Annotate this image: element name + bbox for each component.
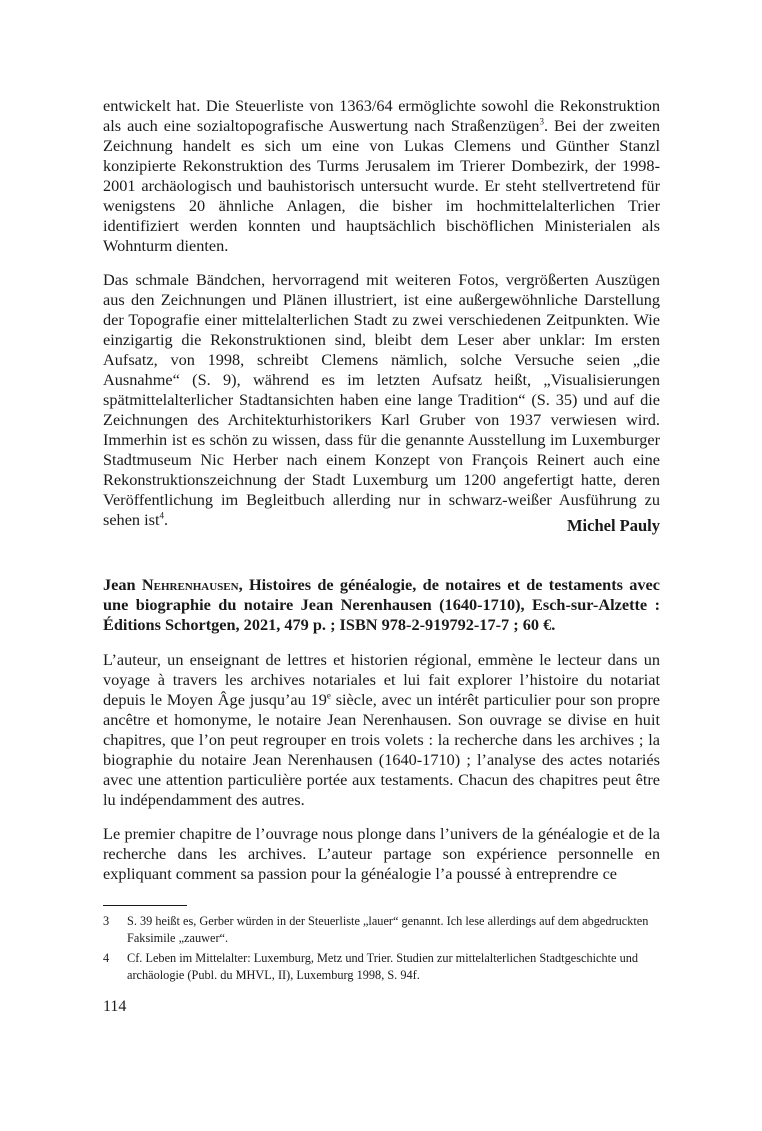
footnote-3 xyxy=(103,913,660,947)
author-last-name: Nehrenhausen xyxy=(141,575,239,594)
paragraph-auteur xyxy=(103,650,660,810)
paragraph-text: siècle, avec un intérêt particulier pour son propre ancêtre et homonyme, le notaire Jean Nerenhausen. Son ouvrage se divise en huit chapitres, que l’on peut regrouper en trois volets : la recherche dans les archives ; la biographie du notaire Jean Nerenhausen (1640-1710) ; l’analyse des actes notariés avec une attention particulière portée aux testaments. Chacun des chapitres peut être lu indépendamment des autres. xyxy=(103,690,660,809)
footnote-text: Cf. Leben im Mittelalter: Luxemburg, Metz und Trier. Studien zur mittelalterlichen Stadtgeschichte und archäologie (Publ. du MHVL, II), Luxemburg 1998, S. 94f. xyxy=(127,951,639,982)
paragraph-steuerliste xyxy=(103,96,660,256)
review-signature: Michel Pauly xyxy=(566,516,660,535)
footnote-divider xyxy=(103,905,187,906)
footnote-number: 3 xyxy=(103,914,110,928)
superscript: e xyxy=(326,690,331,701)
footnote-number: 4 xyxy=(103,951,110,965)
book-citation: , Histoires de généalogie, de notaires et de testaments avec une biographie du notaire Jean Nerenhausen (1640-1710), Esch-sur-Alzette : Éditions Schortgen, 2021, 479 p. ; ISBN 978-2-919792-17-7 ; 60 €. xyxy=(103,575,660,634)
paragraph-text: . Bei der zweiten Zeichnung handelt es sich um eine von Lukas Clemens und Günther Stanzl konzipierte Rekonstruktion des Turms Jerusalem im Trierer Dombezirk, der 1998-2001 archäologisch und bauhistorisch untersucht wurde. Er steht stellvertretend für wenigstens 20 ähnliche Anlagen, die bisher im hochmittelalterlichen Trier identifiziert werden konnten und hauptsächlich bischöflichen Ministerialen als Wohnturm dienten. xyxy=(103,116,660,255)
footnote-ref-3[interactable]: 3 xyxy=(539,116,544,127)
page-number: 114 xyxy=(103,998,127,1015)
paragraph-text: entwickelt hat. Die Steuerliste von 1363/64 ermöglichte sowohl die Rekonstruktion als auch eine sozialtopografische Auswertung nach Straßenzügen xyxy=(103,96,660,135)
footnote-ref-4[interactable]: 4 xyxy=(159,510,165,521)
paragraph-premier-chapitre: Le premier chapitre de l’ouvrage nous plonge dans l’univers de la généalogie et de la recherche dans les archives. L’auteur partage son expérience personnelle en expliquant comment sa passion pour la généalogie l’a poussé à entreprendre ce xyxy=(103,824,660,883)
footnote-text: S. 39 heißt es, Gerber würden in der Steuerliste „lauer“ genannt. Ich lese allerdings auf dem abgedruckten Faksimile „zauwer“. xyxy=(127,914,649,945)
paragraph-text: L’auteur, un enseignant de lettres et historien régional, emmène le lecteur dans un voyage à travers les archives notariales et lui fait explorer l’histoire du notariat depuis le Moyen Âge jusqu’au 19 xyxy=(103,650,660,709)
footnote-4 xyxy=(103,950,660,984)
review-heading xyxy=(103,575,660,635)
footnotes xyxy=(103,913,660,987)
paragraph-baendchen xyxy=(103,270,660,530)
paragraph-text: . xyxy=(164,510,169,529)
author-first-name: Jean xyxy=(103,575,142,594)
paragraph-text: Das schmale Bändchen, hervorragend mit weiteren Fotos, vergrößerten Auszügen aus den Zeichnungen und Plänen illustriert, ist eine außergewöhnliche Darstellung der Topografie einer mittelalterlichen Stadt zu zwei verschiedenen Zeitpunkten. Wie einzigartig die Rekonstruktionen sind, bleibt dem Leser aber unklar: Im ersten Aufsatz, von 1998, schreibt Clemens nämlich, solche Versuche seien „die Ausnahme“ (S. 9), während es im letzten Aufsatz heißt, „Visualisierungen spätmittelalterlicher Stadtansichten haben eine lange Tradition“ (S. 35) und auf die Zeichnungen des Architekturhistorikers Karl Gruber von 1937 verwiesen wird. Immerhin ist es schön zu wissen, dass für die genannte Ausstellung im Luxemburger Stadtmuseum Nic Herber nach einem Konzept von François Reinert auch eine Rekonstruktionszeichnung der Stadt Luxemburg um 1200 angefertigt hatte, deren Veröffentlichung im Begleitbuch allerding nur in schwarz-weißer Ausführung zu sehen ist xyxy=(103,270,660,529)
